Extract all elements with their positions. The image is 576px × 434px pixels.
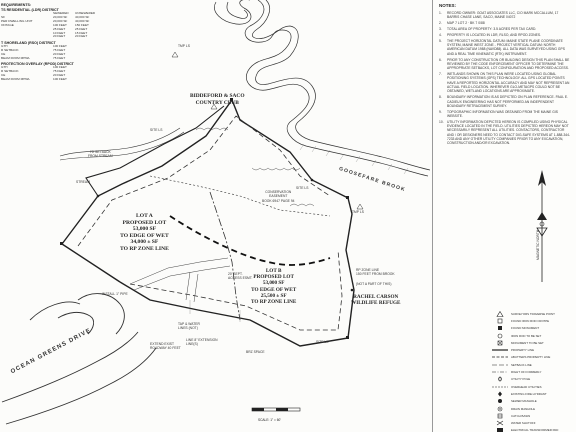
rp-zone-line [170, 216, 330, 265]
solid-line-icon [492, 347, 508, 353]
extend-roadway-label: EXTEND EXIST ROADWAY 40 FEET [150, 342, 181, 351]
catch-basin-icon [492, 413, 508, 419]
legend-item: DRAIN MANHOLE [492, 405, 574, 412]
rpod-heading: PROTECTION OVERLAY (RPOD) DISTRICT [1, 61, 74, 66]
table-row: BEAM FROM MHWL 75 FEET [1, 55, 66, 60]
note-item: 9. TOPOGRAPHIC INFORMATION WAS OBTAINED FROM THE MAINE GIS WEBSITE. [439, 109, 559, 118]
tmp-ls-label-2: TMP LS [352, 210, 364, 214]
table-row: GTH 100 FEET [1, 43, 67, 48]
note-item: 3. TOTAL AREA OF PROPERTY: 3.5 ACRES PER TAX CARD. [439, 27, 537, 32]
north-label: MAGNETIC NORTH [536, 229, 540, 260]
note-item: 5. THE PROJECT HORIZONTAL DATUM: MAINE STATE PLANE COORDINATE SYSTEM, MAINE WEST ZONE - PROJECT VERTICAL DATUM: NORTH AMERICAN DATUM 1988 (NAVD88). ALL DATA WAS SURVEYED USING GPS AND A REAL TIME KINEMATIC (RTK) INSTRUMENT. [439, 38, 565, 56]
legend-item: EXISTING FIRE HYDRANT [492, 390, 574, 397]
notes-list [439, 11, 571, 147]
table-row: GTH 100 FEET [1, 64, 67, 69]
legend-item: FOUND MONUMENT [492, 325, 574, 332]
ldr-heading: TS RESIDENTIAL (LDR) DISTRICT [1, 8, 59, 12]
note-item: 4. PROPERTY IS LOCATED IN LDR, RLSO, AND RPOD ZONES. [439, 32, 542, 37]
property-line [62, 100, 354, 346]
dot-dash-line-icon [492, 369, 508, 375]
rp-zone-line-label: RP ZONE LINE 150 FEET FROM BROOK [356, 268, 395, 277]
legend-item: SURVEYORS TRAVERSE POINT [492, 310, 574, 317]
scale-bar [252, 408, 300, 411]
rso-heading: T SHORELAND (RSO) DISTRICT [1, 40, 56, 45]
traverse-points [172, 52, 363, 209]
table-row: CE 20 FEET [1, 51, 66, 56]
note-item: 2. MAP 7 LOT 2 · BK 7 0/88 [439, 21, 485, 26]
table-row: ONTAGE 100 FEET 150 FEET [1, 22, 89, 27]
utility-pole-icon [492, 376, 508, 382]
legend-item: ELECTRICAL TRANSFORMER PAD [492, 427, 574, 434]
zoning-requirements [1, 1, 109, 82]
ocean-greens-drive [2, 294, 156, 424]
brz-space-label: BRZ SPACE [246, 350, 265, 354]
hydrant-icon [492, 391, 508, 397]
note-item: 10. UTILITY INFORMATION DEPICTED HEREON IS COMPILED USING PHYSICAL EVIDENCE LOCATED IN THE FIELD. UTILITIES DEPICTED HEREON MAY NOT NECESSARILY REPRESENT ALL UTILITIES. CONTACTORS, CONTRACTOR AND / OR DESIGNERS NEED TO CONTACT DIG-SAFE SYSTEMS AT 1-888-344-7233 AND ANY OTHER UTILITY COMPANIES PRIOR TO ANY EXCAVATION, CONSTRUCTION AND/OR EXCAVATION. [439, 119, 571, 146]
road-label: OCEAN GREENS DRIVE [10, 327, 93, 376]
water-shutoff-icon [492, 420, 508, 426]
lot-b-label: LOT B PROPOSED LOT 53,000 SF TO EDGE OF WET 25,500 ± SF TO RP ZONE LINE [251, 268, 297, 306]
country-club-label: BIDDEFORD & SACO COUNTRY CLUB [190, 93, 245, 106]
brook-label: GOOSEFARE BROOK [338, 166, 407, 194]
legend-item: CATCH BASIN [492, 412, 574, 419]
stream [60, 128, 184, 160]
table-row: PER DWELLING UNIT 20,000 SF 40,000 SF [1, 18, 90, 23]
line-extension-label: LINE 8" EXTENSION LINE(S) [186, 338, 218, 347]
legend-item: FOUND IRON ROD OR PIPE [492, 317, 574, 324]
notes-title: NOTES: [439, 3, 457, 8]
filled-square-icon [492, 325, 508, 331]
north-arrow-icon [531, 168, 553, 288]
legend-item: OVERHEAD UTILITIES [492, 383, 574, 390]
table-row: SF 20,000 SF 40,000 SF [1, 14, 90, 19]
lot-divider-line [210, 192, 240, 320]
legend-item: IRON ROD TO BE SET [492, 332, 574, 339]
legend-item: SETBACK LINE [492, 361, 574, 368]
legend-item: RIGHT OF FORMERLY [492, 368, 574, 375]
note-item: 1. RECORD OWNER: GOAT ASSOCIATES LLC, C/O MARK MCCALLUM, 17 BARRIS CHASE LANE, SACO, MAINE 04072 [439, 11, 559, 20]
legend-item: PROPERTY LINE [492, 346, 574, 353]
drain-manhole-icon [492, 406, 508, 412]
scale-text: SCALE: 1" = 60' [258, 418, 281, 422]
conservation-easement-line [150, 176, 330, 216]
long-dash-line-icon [492, 362, 508, 368]
setback-from-stream-label: 75' SETBACK FROM STREAM [88, 150, 113, 159]
table-row: 20 FEET 20 FEET [53, 34, 88, 39]
table-row: BEAM FROM MHWL 100 FEET [1, 76, 67, 81]
dash-line-icon [492, 354, 508, 360]
transformer-pad-icon [492, 427, 508, 433]
requirements-title: REQUIREMENTS: [1, 2, 32, 7]
table-row: 25 FEET 25 FEET [53, 26, 88, 31]
table-row: CE 20 FEET [1, 72, 66, 77]
table-row: 10 FEET 15 FEET [53, 30, 88, 35]
setback-line [78, 116, 342, 330]
wildlife-refuge-label: RACHEL CARSON WILDLIFE REFUGE [351, 294, 401, 307]
table-row: R SETBACK 75 FEET [1, 68, 66, 73]
stream-label: STREAM [76, 180, 90, 184]
ldr-col-headers: SEWERED UNSEWERED [53, 11, 96, 15]
open-square-icon [492, 318, 508, 324]
not-a-part-label: (NOT A PART OF THIS) [356, 282, 392, 286]
conservation-easement-label: CONSERVATION EASEMENT BOOK 6947 PAGE 94 [262, 190, 295, 203]
open-circle-icon [492, 333, 508, 339]
legend [492, 310, 574, 434]
triangle-icon [492, 311, 508, 317]
tmp-ls-label-1: TMP LS [178, 44, 190, 48]
table-row: R SETBACK 75 FEET [1, 47, 66, 52]
cross-square-icon [492, 340, 508, 346]
note-item: 7. WETLANDS SHOWN ON THIS PLAN WERE LOCATED USING GLOBAL POSITIONING SYSTEMS (GPS) TECHNOLOGY. ALL GPS LOCATED POINTS HAVE A REPORTED HORIZONTAL ACCURACY AND MAY NOT REPRESENT AN ACTUAL FIELD LOCATION. WHEREVER GLO-METAGPS COULD NOT BE OBTAINED, WETLAND LOCATIONS ARE APPROXIMATE. [439, 72, 570, 94]
overhead-line-icon [492, 384, 508, 390]
access-easement-label: 20' SEPT. ACCESS ESMT. [228, 272, 253, 281]
legend-item: MONUMENT TO BE SET [492, 339, 574, 346]
site-ls-label-2: SITE LS [316, 340, 329, 344]
legend-item: ABUTTERS PROPERTY LINE [492, 354, 574, 361]
legend-item: SEWER MANHOLE [492, 398, 574, 405]
legend-item: WATER SHUTOFF [492, 419, 574, 426]
legend-item: UTILITY POLE [492, 376, 574, 383]
access-lines [130, 258, 230, 302]
brook-banks [214, 0, 430, 176]
site-ls-label-1: SITE LS [150, 128, 163, 132]
wetland-edge [196, 128, 314, 206]
site-ls-label-3: SITE LS [296, 186, 309, 190]
water-lines-label: TAP & WATER LINES (NOT) [178, 322, 200, 331]
install-pipe-label: INSTALL 1" PIPE [102, 292, 128, 296]
lot-a-label: LOT A PROPOSED LOT 53,000 SF TO EDGE OF WET 34,000 ± SF TO RP ZONE LINE [120, 213, 169, 252]
note-item: 6. PRIOR TO ANY CONSTRUCTION OR BUILDING DESIGN THIS PLAN SHALL BE REVIEWED BY THE CODE ENFORCEMENT OFFICER TO DETERMINE THE APPROPRIATE SETBACKS, LOT CONFIGURATION AND PROPOSED ACCESS. [439, 57, 570, 71]
sewer-manhole-icon [492, 398, 508, 404]
note-item: 8. BOUNDARY INFORMATION IS AS DEPICTED ON PLAN REFERENCE. PAUL E. CADIEUX ENGINEERING HAS NOT PERFORMED AN INDEPENDENT BOUNDARY RETRACEMENT SURVEY. [439, 95, 569, 108]
